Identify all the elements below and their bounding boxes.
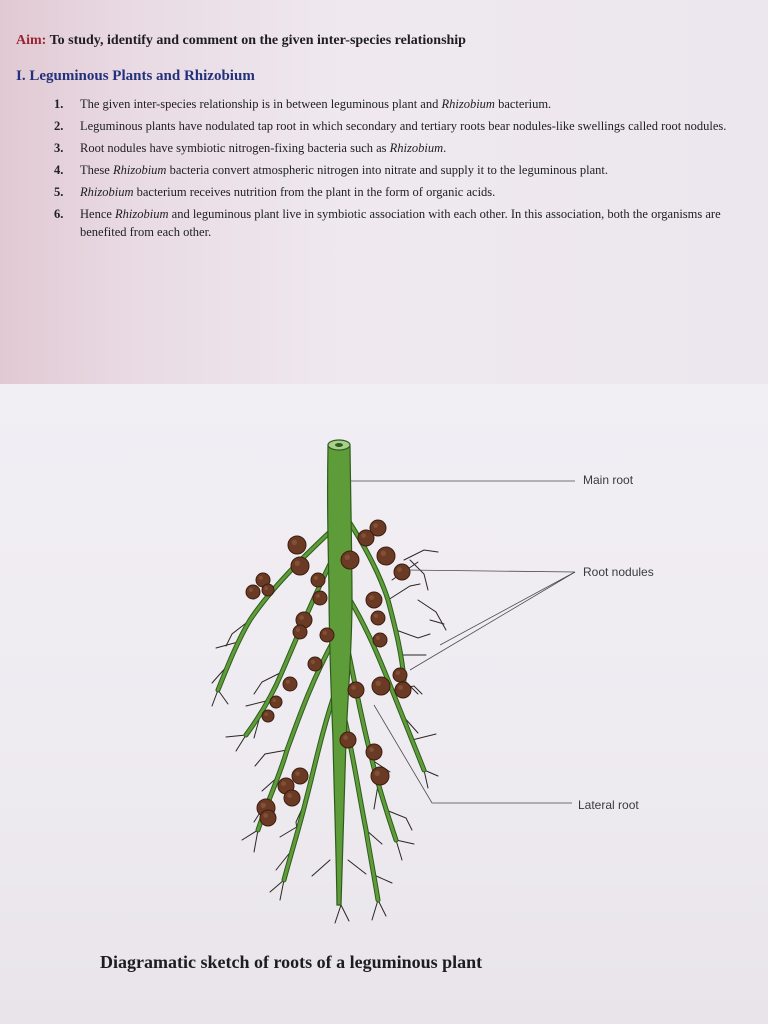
main-root-shape [328,440,352,905]
nodule-highlight [381,551,386,556]
point-number: 2. [54,119,64,133]
point-text: bacteria convert atmospheric nitrogen into nitrate and supply it to the leguminous plant. [166,163,609,177]
root-nodule [372,677,390,695]
point-text: bacterium receives nutrition from the plant in the form of organic acids. [133,185,496,199]
root-nodule [340,732,356,748]
label-main-root: Main root [583,473,634,487]
rhizobium-term: Rhizobium [112,163,167,177]
point-text: These [80,163,113,177]
main-root-stem [328,446,352,905]
nodule-highlight [396,671,400,675]
point-text: Root nodules have symbiotic nitrogen-fixing bacteria such as [80,141,390,155]
root-nodule [371,611,385,625]
rootlet [348,860,366,874]
nodule-highlight [323,631,327,635]
section-heading: I. Leguminous Plants and Rhizobium [16,68,255,84]
root-nodule [358,530,374,546]
label-root-nodules: Root nodules [583,565,654,579]
nodule-highlight [299,615,304,620]
nodule-highlight [281,781,286,786]
nodule-highlight [311,660,315,664]
root-nodule [377,547,395,565]
rootlet [404,550,438,560]
root-nodule [293,625,307,639]
point-number: 6. [54,207,64,221]
point-number: 1. [54,97,64,111]
rootlet [388,584,420,600]
rhizobium-term: Rhizobium [389,141,444,155]
aim-label: Aim: [16,33,47,48]
point-number: 5. [54,185,64,199]
rootlet [412,734,436,740]
point-text: . [443,141,447,155]
root-nodule [283,677,297,691]
root-nodule [291,557,309,575]
root-nodule [260,810,276,826]
root-nodule [288,536,306,554]
nodule-highlight [264,586,268,590]
nodule-highlight [287,793,292,798]
rootlet [418,600,446,630]
nodule-highlight [375,771,380,776]
root-nodule [373,633,387,647]
nodule-highlight [292,540,297,545]
nodule-highlight [376,681,381,686]
rhizobium-term: Rhizobium [115,207,169,221]
root-nodule [292,768,308,784]
nodule-highlight [295,771,300,776]
nodule-highlight [295,561,300,566]
nodule-highlight [343,735,348,740]
root-nodule [371,767,389,785]
main-root-core [335,443,343,447]
label-lateral-root: Lateral root [578,798,639,812]
leader-line [406,570,575,572]
root-nodule [394,564,410,580]
nodule-highlight [376,636,380,640]
leader-line [440,572,575,645]
root-nodule [348,682,364,698]
point-text: The given inter-species relationship is in between leguminous plant and [80,97,442,111]
point-text: and leguminous plant live in symbiotic association with each other. In this association, both the organisms are benefited from each other. [80,207,721,239]
root-nodule [341,551,359,569]
root-nodule [320,628,334,642]
nodule-highlight [373,523,378,528]
nodule-highlight [314,576,318,580]
nodule-highlight [351,685,356,690]
root-nodule [284,790,300,806]
nodule-highlight [261,803,266,808]
rootlet [226,735,246,751]
rootlet [212,690,228,706]
nodule-highlight [369,747,374,752]
diagram-caption: Diagramatic sketch of roots of a leguminous plant [100,952,483,972]
point-number: 3. [54,141,64,155]
nodule-highlight [286,680,290,684]
nodule-highlight [249,588,253,592]
nodule-highlight [316,594,320,598]
rhizobium-term: Rhizobium [80,185,134,199]
rootlet [312,860,330,876]
rootlet [396,630,430,638]
rootlet [270,880,284,900]
nodule-highlight [374,614,378,618]
root-nodule [262,710,274,722]
nodule-highlight [345,555,350,560]
root-nodule [246,585,260,599]
aim-text: To study, identify and comment on the given inter-species relationship [46,33,466,48]
nodule-highlight [397,567,402,572]
root-nodule [393,668,407,682]
nodule-highlight [361,533,366,538]
point-text: Hence [80,207,116,221]
point-number: 4. [54,163,64,177]
nodule-highlight [296,628,300,632]
nodule-highlight [398,685,403,690]
root-nodule [270,696,282,708]
point-text: bacterium. [494,97,552,111]
root-nodule [313,591,327,605]
rootlet [396,840,414,860]
nodule-highlight [259,576,263,580]
nodule-highlight [369,595,374,600]
rootlet [335,905,349,923]
nodule-highlight [264,712,268,716]
root-nodule [366,592,382,608]
point-text: Leguminous plants have nodulated tap root in which secondary and tertiary roots bear nodules-like swellings called root nodules. [80,119,727,133]
root-nodule [311,573,325,587]
nodule-highlight [263,813,268,818]
rootlet [242,830,258,852]
rhizobium-term: Rhizobium [441,97,495,111]
root-nodule [308,657,322,671]
root-nodule [262,584,274,596]
rootlet [372,900,386,920]
nodule-highlight [272,698,276,702]
root-nodule [395,682,411,698]
root-nodule [366,744,382,760]
rootlet [424,770,438,788]
